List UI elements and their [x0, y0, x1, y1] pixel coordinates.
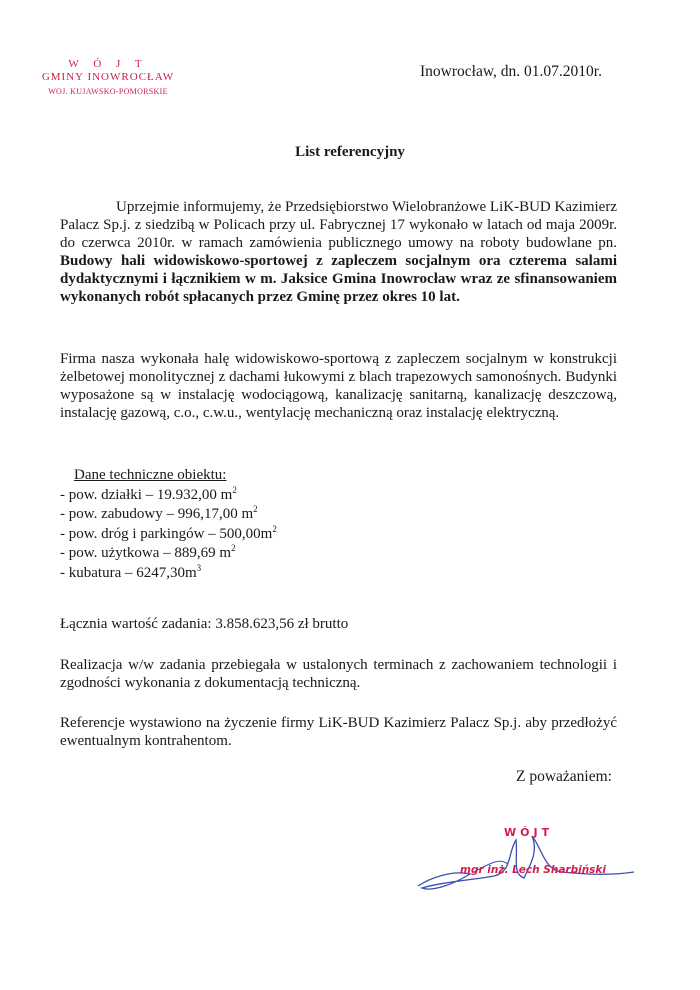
- paragraph-realization: Realizacja w/w zadania przebiegała w ustalonych terminach z zachowaniem technologii i zgodności wykonania z dokumentacją techniczną.: [60, 657, 617, 691]
- signature-title-stamp: WÓJT: [504, 826, 554, 839]
- stamp-line-1: W Ó J T: [68, 58, 148, 70]
- stamp-line-2: GMINY INOWROCŁAW: [41, 71, 175, 83]
- technical-data-header: Dane techniczne obiektu:: [74, 467, 227, 483]
- office-stamp: [38, 58, 178, 96]
- technical-item: [60, 486, 277, 506]
- technical-item-text: - kubatura – 6247,30m: [60, 564, 197, 581]
- signature-block: [412, 812, 652, 902]
- signature-name-stamp: mgr inż. Lech Sharbiński: [460, 864, 607, 876]
- letter-title: List referencyjny: [295, 144, 405, 160]
- technical-item-text: - pow. dróg i parkingów – 500,00m: [60, 525, 273, 542]
- technical-item: [60, 525, 277, 545]
- technical-item-exponent: 3: [196, 562, 202, 573]
- paragraph-reference: Referencje wystawiono na życzenie firmy LiK-BUD Kazimierz Palacz Sp.j. aby przedłożyć ewentualnym kontrahentom.: [60, 715, 617, 749]
- technical-item: [60, 544, 277, 564]
- paragraph-intro-bold: Budowy hali widowiskowo-sportowej z zapleczem socjalnym ora czterema salami dydaktycznymi i łącznikiem w m. Jaksice Gmina Inowrocław wraz ze sfinansowaniem wykonanych robót spłacanych przez Gminę przez okres 10 lat.: [60, 253, 617, 305]
- technical-item-exponent: 2: [232, 484, 237, 495]
- technical-item: [60, 564, 277, 584]
- letter-date: Inowrocław, dn. 01.07.2010r.: [420, 63, 602, 80]
- technical-item: [60, 505, 277, 525]
- paragraph-intro-text: Uprzejmie informujemy, że Przedsiębiorstwo Wielobranżowe LiK-BUD Kazimierz Palacz Sp.j. z siedzibą w Policach przy ul. Fabrycznej 17 wykonało w latach od maja 2009r. do czerwca 2010r. w ramach zamówienia publicznego umowy na roboty budowlane pn.: [60, 199, 617, 251]
- technical-item-exponent: 2: [272, 523, 277, 534]
- paragraph-intro: [60, 198, 617, 306]
- technical-item-exponent: 2: [253, 504, 258, 514]
- closing-salutation: Z poważaniem:: [516, 768, 612, 785]
- paragraph-description: Firma nasza wykonała halę widowiskowo-sportową z zapleczem socjalnym w konstrukcji żelbetowej monolitycznej z dachami łukowymi z blach trapezowych samonośnych. Budynki wyposażone są w instalację wodociągową, kanalizację sanitarną, kanalizację deszczową, instalację gazową, c.o., c.w.u., wentylację mechaniczną oraz instalację elektryczną.: [60, 351, 617, 421]
- technical-item-text: - pow. użytkowa – 889,69 m: [60, 545, 232, 561]
- total-value: Łącznia wartość zadania: 3.858.623,56 zł brutto: [60, 616, 349, 632]
- technical-data: [60, 466, 277, 583]
- technical-item-text: - pow. zabudowy – 996,17,00 m: [60, 506, 254, 522]
- stamp-line-3: WOJ. KUJAWSKO-POMORSKIE: [48, 87, 168, 96]
- technical-item-exponent: 2: [231, 543, 236, 553]
- technical-item-text: - pow. działki – 19.932,00 m: [60, 486, 233, 503]
